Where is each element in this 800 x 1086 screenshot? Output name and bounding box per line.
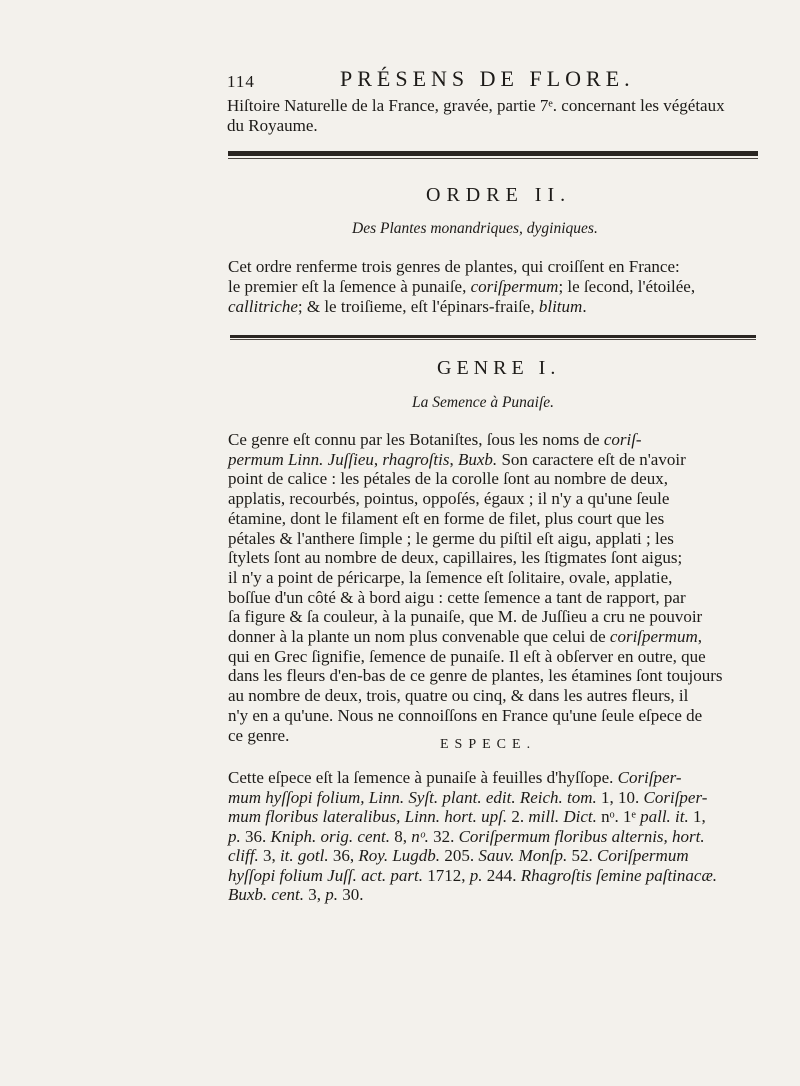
text-run: nᵒ. 1ᵉ	[596, 807, 641, 826]
italic-run: Kniph. orig. cent.	[270, 826, 390, 846]
ornamental-rule-thin	[228, 158, 758, 159]
section-rule	[230, 335, 756, 338]
text-run: ſa figure & ſa couleur, à la punaiſe, que M. de Juſſieu a cru ne pouvoir	[228, 607, 703, 627]
text-run: qui en Grec ſignifie, ſemence de punaiſe. Il eſt à obſerver en outre, que	[228, 646, 706, 666]
text-line	[228, 866, 717, 886]
intro-line: Hiſtoire Naturelle de la France, gravée, partie 7ᵉ. concernant les végétaux	[227, 96, 725, 115]
text-run: pétales & l'anthere ſimple ; le germe du piſtil eſt aigu, applati ; les	[228, 528, 674, 548]
text-line	[228, 430, 723, 450]
text-line	[228, 257, 695, 277]
text-run: boſſue d'un côté & à bord aigu : cette ſemence a tant de rapport, par	[228, 587, 686, 607]
italic-run: Roy. Lugdb.	[358, 846, 441, 865]
text-run: ce genre.	[228, 725, 290, 745]
text-run: donner à la plante un nom plus convenable que celui de	[228, 627, 610, 647]
running-head: PRÉSENS DE FLORE.	[340, 66, 635, 91]
text-line	[228, 450, 723, 470]
ordre-title: ORDRE II.	[426, 184, 572, 206]
text-line	[228, 489, 723, 509]
text-run: 32.	[428, 826, 459, 846]
italic-run: Rhagroſtis ſemine paſtinacæ.	[520, 865, 718, 885]
text-run: 3,	[304, 885, 326, 904]
text-line	[228, 647, 723, 667]
text-run: 30.	[338, 885, 364, 904]
text-run: Cet ordre renferme trois genres de plantes, qui croiſſent en France:	[228, 257, 680, 276]
text-run: point de calice : les pétales de la corolle ſont au nombre de deux,	[228, 469, 668, 489]
text-run: 8,	[389, 826, 412, 846]
italic-run: nᵒ.	[411, 826, 429, 846]
text-line	[228, 706, 723, 726]
espece-paragraph	[228, 768, 717, 905]
intro-line: du Royaume.	[227, 116, 318, 135]
text-run: 1712,	[423, 865, 470, 885]
genre-title: GENRE I.	[437, 357, 561, 379]
intro-text	[227, 96, 725, 136]
text-run: n'y en a qu'une. Nous ne connoiſſons en France qu'une ſeule eſpece de	[228, 705, 703, 725]
italic-run: mill. Dict.	[528, 807, 597, 826]
italic-run: it. gotl.	[279, 846, 329, 865]
italic-run: coriſpermum	[470, 277, 559, 296]
text-line	[228, 277, 695, 297]
italic-run: permum Linn. Juſſieu	[228, 449, 374, 469]
genre-subtitle: La Semence à Punaiſe.	[412, 394, 555, 411]
text-run: Ce genre eſt connu par les Botaniſtes, ſous les noms de	[228, 430, 604, 449]
italic-run: Coriſper-	[643, 787, 708, 807]
italic-run: p.	[469, 865, 483, 885]
text-line	[228, 885, 717, 905]
ornamental-rule	[228, 151, 758, 156]
text-run: 244.	[482, 865, 521, 885]
text-run: 2.	[507, 807, 529, 826]
italic-run: Buxb.	[458, 449, 498, 469]
text-line	[228, 568, 723, 588]
italic-run: Coriſpermum	[596, 846, 689, 865]
text-run: Cette eſpece eſt la ſemence à punaiſe à feuilles d'hyſſope.	[228, 768, 618, 787]
text-run: 36,	[328, 846, 359, 865]
text-run: au nombre de deux, trois, quatre ou cinq, & dans les autres fleurs, il	[228, 686, 689, 706]
italic-run: pall. it.	[640, 807, 689, 826]
text-line	[228, 666, 723, 686]
italic-run: Buxb. cent.	[228, 885, 304, 904]
italic-run: blitum	[538, 297, 583, 316]
page-number: 114	[227, 72, 255, 91]
genre-paragraph	[228, 430, 723, 745]
italic-run: Sauv. Monſp.	[478, 846, 568, 865]
text-run: 1, 10.	[596, 787, 644, 807]
italic-run: Coriſper-	[617, 768, 682, 787]
text-run: 1,	[688, 807, 706, 826]
italic-run: hyſſopi folium Juſſ. act. part.	[228, 865, 424, 885]
text-run: le premier eſt la ſemence à punaiſe,	[228, 277, 471, 296]
text-run: Son caractere eſt de n'avoir	[497, 449, 686, 469]
text-line	[228, 548, 723, 568]
italic-run: p.	[228, 826, 241, 846]
text-run: ; & le troiſieme, eſt l'épinars-fraiſe,	[297, 297, 539, 316]
italic-run: mum floribus lateralibus, Linn. hort. upſ.	[228, 807, 508, 826]
text-run: ſtylets ſont au nombre de deux, capillaires, les ſtigmates ſont aigus;	[228, 548, 683, 568]
espece-heading: ESPECE.	[440, 737, 537, 752]
section-rule-thin	[230, 339, 756, 340]
text-run: ,	[449, 449, 458, 469]
italic-run: coriſpermum	[609, 627, 698, 647]
text-line	[228, 529, 723, 549]
italic-run: Coriſpermum floribus alternis, hort.	[458, 826, 705, 846]
text-line	[228, 627, 723, 647]
text-line	[228, 807, 717, 827]
text-line	[228, 846, 717, 866]
italic-run: mum hyſſopi folium, Linn. Syſt. plant. edit. Reich. tom.	[228, 787, 597, 807]
italic-run: coriſ-	[603, 430, 642, 449]
text-line	[228, 827, 717, 847]
ordre-subtitle: Des Plantes monandriques, dyginiques.	[352, 220, 598, 237]
text-line	[228, 509, 723, 529]
ordre-paragraph	[228, 257, 695, 317]
text-run: applatis, recourbés, pointus, oppoſés, égaux ; il n'y a qu'une ſeule	[228, 489, 670, 509]
italic-run: callitriche	[228, 297, 298, 316]
text-run: ,	[697, 627, 702, 647]
text-run: 3,	[258, 846, 280, 865]
text-run: il n'y a point de péricarpe, la ſemence eſt ſolitaire, ovale, applatie,	[228, 567, 673, 587]
text-run: 36.	[240, 826, 271, 846]
text-line	[228, 788, 717, 808]
text-run: 205.	[440, 846, 479, 865]
text-run: ,	[373, 449, 383, 469]
italic-run: p.	[325, 885, 338, 904]
text-line	[228, 588, 723, 608]
text-run: ; le ſecond, l'étoilée,	[558, 277, 696, 296]
text-line	[228, 686, 723, 706]
text-line	[228, 297, 695, 317]
text-line	[228, 607, 723, 627]
italic-run: cliff.	[228, 846, 259, 865]
text-run: étamine, dont le filament eſt en forme de filet, plus court que les	[228, 508, 665, 528]
text-run: dans les fleurs d'en-bas de ce genre de plantes, les étamines ſont toujours	[228, 666, 723, 686]
italic-run: rhagroſtis	[382, 449, 450, 469]
text-run: 52.	[567, 846, 597, 865]
text-line	[228, 768, 717, 788]
text-run: .	[582, 297, 587, 316]
text-line	[228, 469, 723, 489]
